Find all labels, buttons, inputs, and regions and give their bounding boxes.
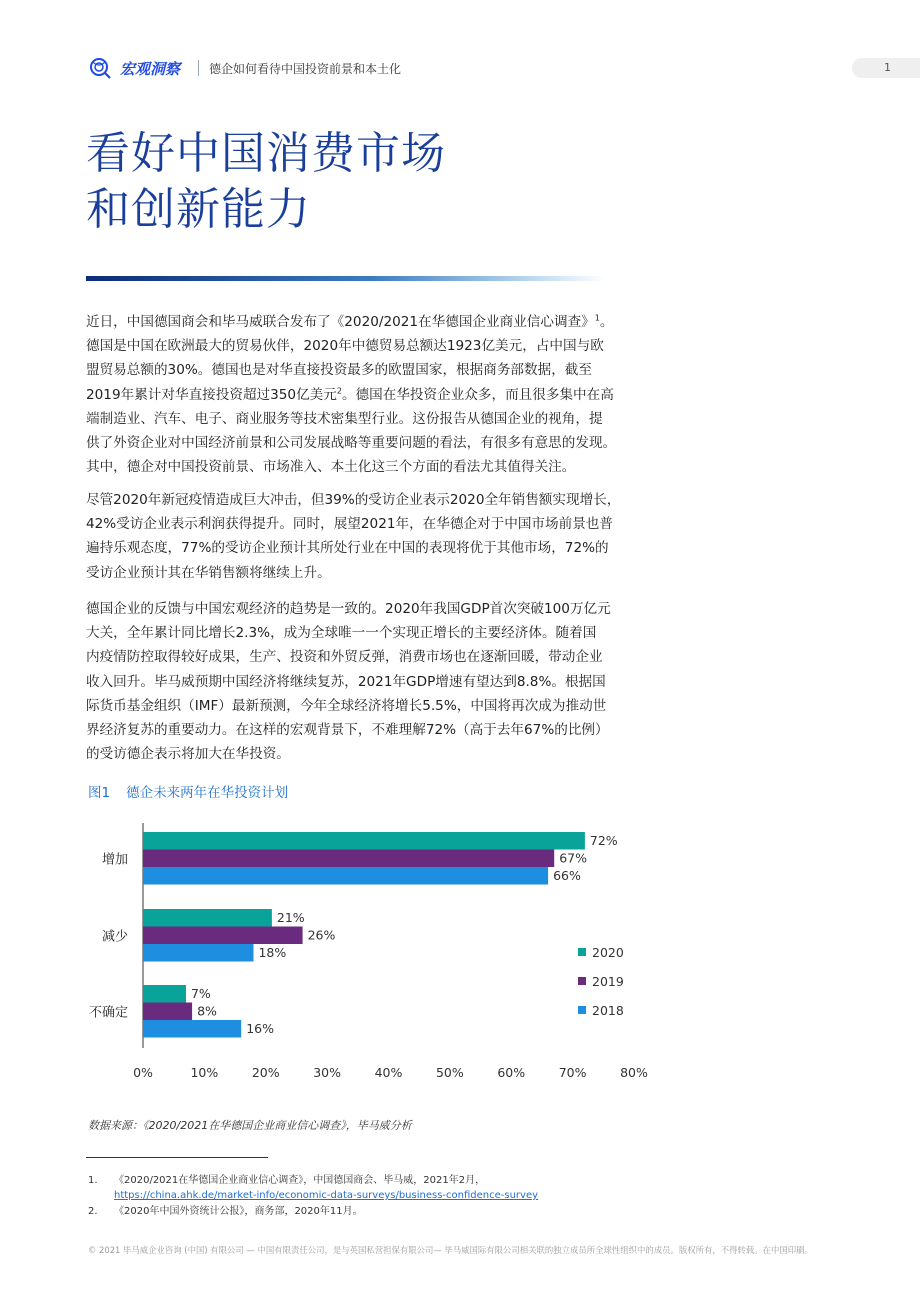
x-tick-label: 0% (133, 1065, 153, 1080)
paragraph-2 (86, 488, 686, 585)
text-line: 内疫情防控取得较好成果，生产、投资和外贸反弹，消费市场也在逐渐回暖，带动企业 (86, 649, 603, 666)
title-underline (86, 276, 606, 281)
text-line: 德国企业的反馈与中国宏观经济的趋势是一致的。2020年我国GDP首次突破100万亿元 (86, 601, 611, 617)
x-tick-label: 20% (251, 1065, 280, 1080)
category-label: 减少 (101, 929, 128, 945)
brand-name: 宏观洞察 (120, 59, 181, 78)
text-line: 际货币基金组织（IMF）最新预测，今年全球经济将增长5.5%，中国将再次成为推动世 (86, 697, 607, 714)
x-tick-label: 70% (558, 1065, 587, 1080)
x-tick-label: 80% (620, 1065, 648, 1080)
investment-plan-bar-chart (80, 815, 680, 1090)
brand-logo (88, 56, 180, 80)
page-header (88, 56, 920, 82)
text-line: 界经济复苏的重要动力。在这样的宏观背景下，不难理解72%（高于去年67%的比例） (86, 722, 609, 739)
bar-2019 (143, 927, 303, 945)
text-line: 供了外资企业对中国经济前景和公司发展战略等重要问题的看法，有很多有意思的发现。 (86, 435, 617, 452)
footnote-2 (88, 1204, 363, 1219)
text-line: 受访企业预计其在华销售额将继续上升。 (86, 564, 331, 581)
category-label: 增加 (101, 852, 128, 868)
text-line: 其中，德企对中国投资前景、市场准入、本土化这三个方面的看法尤其值得关注。 (86, 459, 576, 476)
text-line: 端制造业、汽车、电子、商业服务等技术密集型行业。这份报告从德国企业的视角，提 (86, 410, 603, 427)
footnote-number: 2. (88, 1206, 98, 1217)
paragraph-1 (86, 310, 686, 479)
header-divider (198, 60, 199, 76)
data-source: 数据来源：《2020/2021在华德国企业商业信心调查》，毕马威分析 (88, 1119, 412, 1132)
text-line: 近日，中国德国商会和毕马威联合发布了《2020/2021在华德国企业商业信心调查》$^1$。 (86, 313, 614, 330)
text-line: 42%受访企业表示利润获得提升。同时，展望2021年，在华德企对于中国市场前景也普 (86, 516, 613, 533)
text-line: 收入回升。毕马威预期中国经济将继续复苏，2021年GDP增速有望达到8.8%。根据国 (86, 673, 606, 690)
data-label: 72% (589, 833, 618, 848)
footnote-text: 《2020年中国外资统计公报》，商务部，2020年11月。 (114, 1206, 363, 1217)
x-tick-label: 40% (374, 1065, 403, 1080)
text-line: 尽管2020年新冠疫情造成巨大冲击，但39%的受访企业表示2020全年销售额实现增长， (86, 492, 621, 508)
x-tick-label: 10% (190, 1065, 219, 1080)
legend-swatch-2018 (578, 1006, 586, 1014)
copyright-notice: © 2021 毕马威企业咨询 (中国) 有限公司 — 中国有限责任公司，是与英国私营担保有限公司— 毕马威国际有限公司相关联的独立成员所全球性组织中的成员。版权所有，不得转载。在中国印刷。 (88, 1245, 813, 1255)
figure-caption-text: 德企未来两年在华投资计划 (126, 785, 289, 801)
footnote-ref[interactable]: 2 (336, 386, 342, 396)
data-label: 7% (190, 986, 211, 1001)
footnote-divider (86, 1157, 268, 1158)
text-line: 的受访德企表示将加大在华投资。 (86, 746, 290, 763)
x-tick-label: 50% (435, 1065, 464, 1080)
data-label: 67% (559, 850, 588, 866)
data-label: 66% (553, 868, 581, 883)
footnote-link[interactable]: https://china.ahk.de/market-info/economic-data-surveys/business-confidence-survey (114, 1190, 539, 1201)
x-tick-label: 60% (497, 1065, 526, 1080)
bar-2020 (143, 909, 272, 927)
data-label: 8% (197, 1003, 217, 1019)
magnifier-globe-icon (88, 56, 112, 80)
footnote-ref[interactable]: 1 (594, 313, 600, 323)
figure-number: 图1 (88, 785, 111, 801)
figure-caption (88, 781, 288, 801)
footnote-text: 《2020/2021在华德国企业商业信心调查》，中国德国商会、毕马威，2021年2月， (114, 1175, 486, 1186)
legend-swatch-2019 (578, 977, 586, 985)
bar-2018 (143, 1020, 241, 1038)
page-number: 1 (852, 58, 920, 78)
bar-2020 (143, 832, 585, 850)
title-line: 看好中国消费市场 (86, 128, 446, 179)
title-line: 和创新能力 (86, 184, 311, 235)
text-line: 2019年累计对华直接投资超过350亿美元$^2$。德国在华投资企业众多，而且很多集中在高 (86, 386, 614, 403)
footnote-number: 1. (88, 1175, 98, 1186)
text-line: 盟贸易总额的30%。德国也是对华直接投资最多的欧盟国家，根据商务部数据，截至 (86, 362, 592, 379)
text-line: 德国是中国在欧洲最大的贸易伙伴，2020年中德贸易总额达1923亿美元，占中国与欧 (86, 338, 604, 355)
data-label: 16% (246, 1021, 274, 1036)
legend-swatch-2020 (578, 948, 586, 956)
header-subtitle: 德企如何看待中国投资前景和本土化 (209, 62, 402, 76)
paragraph-3 (86, 597, 686, 766)
data-label: 21% (276, 910, 305, 925)
text-line: 遍持乐观态度，77%的受访企业预计其所处行业在中国的表现将优于其他市场，72%的 (86, 540, 609, 557)
bar-2019 (143, 1003, 192, 1021)
data-label: 18% (258, 945, 287, 960)
bar-2018 (143, 867, 548, 885)
legend-label: 2019 (592, 974, 624, 989)
bar-2020 (143, 985, 186, 1003)
page-title (86, 126, 446, 238)
legend-label: 2018 (592, 1003, 624, 1018)
bar-2019 (143, 850, 554, 868)
footnote-1 (88, 1173, 538, 1203)
text-line: 大关，全年累计同比增长2.3%，成为全球唯一一个实现正增长的主要经济体。随着国 (86, 625, 597, 642)
category-label: 不确定 (88, 1005, 128, 1021)
bar-2018 (143, 944, 253, 962)
data-label: 26% (307, 927, 336, 943)
legend-label: 2020 (592, 945, 624, 960)
x-tick-label: 30% (313, 1065, 342, 1080)
